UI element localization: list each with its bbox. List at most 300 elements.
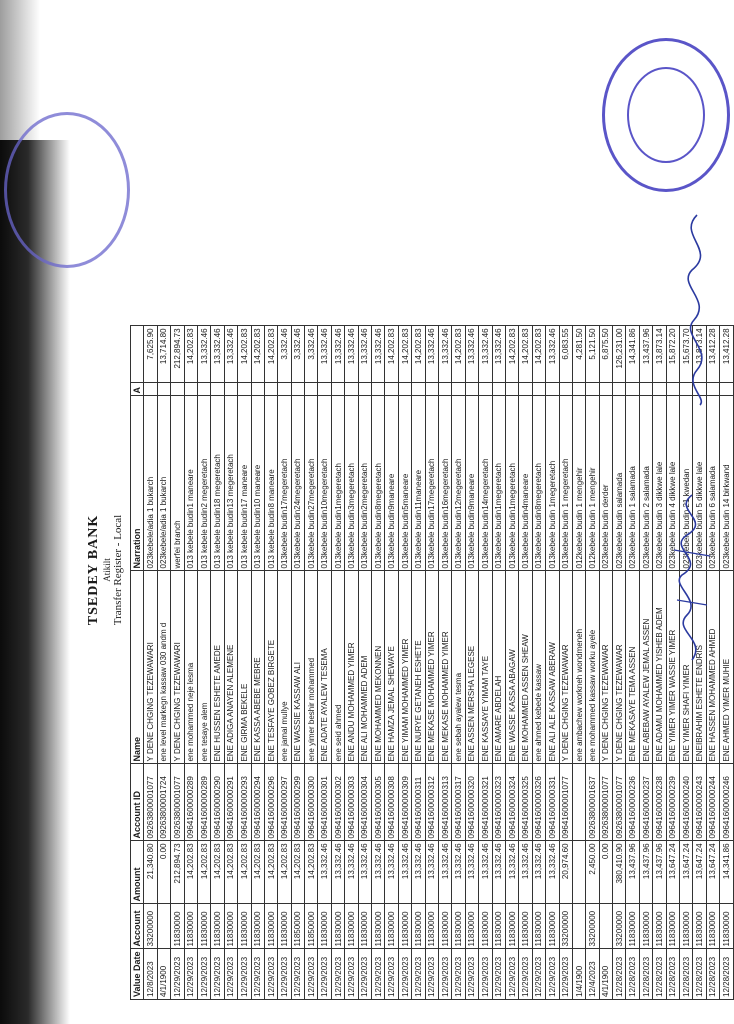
table-cell: 09641600000297 bbox=[278, 764, 291, 841]
table-cell: werfei branch bbox=[171, 396, 184, 571]
table-cell bbox=[599, 383, 612, 396]
table-cell: 11830000 bbox=[680, 904, 693, 949]
table-cell: 33200000 bbox=[559, 904, 572, 949]
table-cell: ene sebah ayalew tesma bbox=[452, 571, 465, 764]
table-cell: 11830000 bbox=[425, 904, 438, 949]
table-cell: 380,410.90 bbox=[613, 841, 626, 904]
table-row bbox=[398, 326, 411, 1000]
table-cell: 14,202.83 bbox=[305, 841, 318, 904]
table-cell: ENE MOHAMMED ASSEN SHEAW bbox=[519, 571, 532, 764]
bank-name: TSEDEY BANK bbox=[86, 514, 101, 626]
table-cell: 013kebele budin8megeretach bbox=[532, 396, 545, 571]
table-cell: 13,437.96 bbox=[639, 326, 652, 383]
table-cell: 20,974.60 bbox=[559, 841, 572, 904]
table-cell: ENE MEKASAYE TEMA ASSEN bbox=[626, 571, 639, 764]
table-cell bbox=[492, 383, 505, 396]
table-cell: 13,332.46 bbox=[452, 841, 465, 904]
table-cell: 09641600000289 bbox=[184, 764, 197, 841]
table-cell: 0.00 bbox=[599, 841, 612, 904]
table-cell: ENE AHMED YIMER MUHIE bbox=[720, 571, 733, 764]
table-cell: 13,332.46 bbox=[492, 326, 505, 383]
table-cell: 14,202.83 bbox=[291, 841, 304, 904]
table-cell: 11830000 bbox=[452, 904, 465, 949]
table-cell: 013kebele budin12megeretach bbox=[452, 396, 465, 571]
table-cell: 6,083.55 bbox=[559, 326, 572, 383]
table-cell bbox=[251, 383, 264, 396]
table-cell: 13,332.46 bbox=[385, 841, 398, 904]
table-cell: 013 kebele budin1 maneare bbox=[184, 396, 197, 571]
table-row bbox=[211, 326, 224, 1000]
table-cell bbox=[224, 383, 237, 396]
table-cell: 13,332.46 bbox=[224, 326, 237, 383]
table-cell: 09641600000243 bbox=[693, 764, 706, 841]
table-row bbox=[345, 326, 358, 1000]
table-cell: ENE TESFAYE GOBEZ BIRGETE bbox=[264, 571, 277, 764]
table-cell: 13,332.46 bbox=[211, 326, 224, 383]
table-cell: 13,873.14 bbox=[693, 326, 706, 383]
table-header-row bbox=[131, 326, 144, 1000]
table-cell bbox=[465, 383, 478, 396]
table-cell: 126,231.00 bbox=[613, 326, 626, 383]
transfer-table bbox=[130, 325, 734, 1000]
table-cell bbox=[358, 383, 371, 396]
table-cell bbox=[572, 841, 585, 904]
table-cell: 12/28/2023 bbox=[626, 949, 639, 1000]
table-row bbox=[412, 326, 425, 1000]
table-cell: 13,332.46 bbox=[197, 326, 210, 383]
table-cell: 12/29/2023 bbox=[197, 949, 210, 1000]
table-cell: 023kebele budin 5 dikkwe lale bbox=[693, 396, 706, 571]
table-cell: 013 kebele budin17 maneare bbox=[238, 396, 251, 571]
table-row bbox=[305, 326, 318, 1000]
table-cell bbox=[546, 383, 559, 396]
table-cell: 11830000 bbox=[412, 904, 425, 949]
table-cell: 14,202.83 bbox=[264, 841, 277, 904]
table-cell: 11830000 bbox=[358, 904, 371, 949]
table-cell: 12/29/2023 bbox=[559, 949, 572, 1000]
table-cell: 212,894.73 bbox=[171, 841, 184, 904]
table-row bbox=[372, 326, 385, 1000]
table-cell: 09263800001724 bbox=[157, 764, 170, 841]
table-cell: ENE ADIGA ANAYEN ALEMENE bbox=[224, 571, 237, 764]
table-cell: 023kebele budin derder bbox=[599, 396, 612, 571]
table-cell: 13,647.24 bbox=[693, 841, 706, 904]
table-row bbox=[385, 326, 398, 1000]
table-cell: 013kebele budin9maneare bbox=[465, 396, 478, 571]
table-cell: ene yimer beshir mohammed bbox=[305, 571, 318, 764]
table-cell: 14,202.83 bbox=[197, 841, 210, 904]
table-cell: 012kebele budin 1 mengehir bbox=[572, 396, 585, 571]
table-cell: 14,202.83 bbox=[251, 841, 264, 904]
register-title: Transfer Register - Local bbox=[112, 514, 124, 626]
table-cell: 09263800001077 bbox=[171, 764, 184, 841]
table-cell: 013kebele budin11maneare bbox=[412, 396, 425, 571]
table-cell bbox=[345, 383, 358, 396]
table-cell bbox=[599, 904, 612, 949]
table-cell: Y DENE CHGING TEZEWAWARI bbox=[171, 571, 184, 764]
table-cell: 13,332.46 bbox=[479, 326, 492, 383]
table-cell: 11830000 bbox=[653, 904, 666, 949]
table-row bbox=[438, 326, 451, 1000]
table-cell: 12/29/2023 bbox=[412, 949, 425, 1000]
table-cell: ENE HASSEN MOHAMMED AHMED bbox=[706, 571, 719, 764]
table-cell: 09641600000311 bbox=[412, 764, 425, 841]
table-cell: 013kebele budin3megeretach bbox=[345, 396, 358, 571]
table-cell: 09641600000293 bbox=[238, 764, 251, 841]
table-cell: Y DENE CHGING TEZEWAWAR bbox=[613, 571, 626, 764]
table-cell: 11830000 bbox=[278, 904, 291, 949]
table-cell: ene seid ahmed bbox=[331, 571, 344, 764]
table-cell bbox=[425, 383, 438, 396]
table-cell: 11830000 bbox=[251, 904, 264, 949]
table-cell: 14,202.83 bbox=[238, 841, 251, 904]
table-cell: 13,332.46 bbox=[345, 841, 358, 904]
table-cell bbox=[318, 383, 331, 396]
table-cell: 13,714.80 bbox=[157, 326, 170, 383]
table-cell: 12/29/2023 bbox=[532, 949, 545, 1000]
table-cell bbox=[586, 383, 599, 396]
table-cell: 13,332.46 bbox=[519, 841, 532, 904]
table-cell: 3,332.46 bbox=[278, 326, 291, 383]
table-cell: 09641600000323 bbox=[492, 764, 505, 841]
table-cell: 13,332.46 bbox=[546, 326, 559, 383]
table-cell: 11830000 bbox=[171, 904, 184, 949]
table-cell: 12/29/2023 bbox=[331, 949, 344, 1000]
table-cell: 013kebele budin17megeretach bbox=[278, 396, 291, 571]
table-cell bbox=[238, 383, 251, 396]
table-cell: ENE ANDU MOHAMMED YIMER bbox=[345, 571, 358, 764]
table-cell: 12/28/2023 bbox=[639, 949, 652, 1000]
table-cell: ENE KASSA ABEBE MEBRE bbox=[251, 571, 264, 764]
scan-shadow-top bbox=[0, 0, 40, 140]
table-cell: 12/29/2023 bbox=[372, 949, 385, 1000]
table-cell: 12/29/2023 bbox=[305, 949, 318, 1000]
table-cell: 09641600000326 bbox=[532, 764, 545, 841]
table-cell: 11830000 bbox=[479, 904, 492, 949]
table-cell: 09641600000300 bbox=[305, 764, 318, 841]
table-cell: 12/28/2023 bbox=[680, 949, 693, 1000]
table-cell: 13,332.46 bbox=[425, 326, 438, 383]
table-cell: 023kebele budin salamada bbox=[613, 396, 626, 571]
table-cell bbox=[157, 904, 170, 949]
table-cell: ene level markegn kassaw 030 andm d bbox=[157, 571, 170, 764]
table-cell: 013kebele budin2megeretach bbox=[358, 396, 371, 571]
table-cell: ENE ADATE AYALEW TESEMA bbox=[318, 571, 331, 764]
table-cell: 09641600000237 bbox=[639, 764, 652, 841]
table-cell: 09641600000331 bbox=[546, 764, 559, 841]
table-cell: 013kebele budin14megeretach bbox=[479, 396, 492, 571]
table-cell: 2,450.00 bbox=[586, 841, 599, 904]
column-header bbox=[131, 326, 144, 383]
table-cell: 13,437.96 bbox=[639, 841, 652, 904]
table-cell: ene tesaye alem bbox=[197, 571, 210, 764]
table-cell: 13,332.46 bbox=[398, 841, 411, 904]
table-cell: 14,202.83 bbox=[224, 841, 237, 904]
table-cell: 12/28/2023 bbox=[613, 949, 626, 1000]
table-cell: ENE KASSAYE YIMAM TAYE bbox=[479, 571, 492, 764]
scan-shadow-edge bbox=[0, 140, 70, 1024]
table-cell: 09641600000294 bbox=[251, 764, 264, 841]
table-cell: 12/29/2023 bbox=[452, 949, 465, 1000]
table-cell: 013kebele budin27megeretach bbox=[305, 396, 318, 571]
table-cell: 13,332.46 bbox=[358, 841, 371, 904]
table-row bbox=[331, 326, 344, 1000]
table-cell: 12/29/2023 bbox=[479, 949, 492, 1000]
table-cell: 12/29/2023 bbox=[211, 949, 224, 1000]
table-cell: ENE WASSIE KASSAW ALI bbox=[291, 571, 304, 764]
table-cell bbox=[197, 383, 210, 396]
table-cell: 13,332.46 bbox=[412, 841, 425, 904]
column-header: A bbox=[131, 383, 144, 396]
table-row bbox=[291, 326, 304, 1000]
table-cell: 13,332.46 bbox=[546, 841, 559, 904]
table-cell: 09263800001077 bbox=[144, 764, 157, 841]
table-cell: 14,202.83 bbox=[278, 841, 291, 904]
table-cell: 13,332.46 bbox=[331, 326, 344, 383]
table-cell bbox=[505, 383, 518, 396]
table-cell: 12/29/2023 bbox=[546, 949, 559, 1000]
table-cell: 13,332.46 bbox=[438, 841, 451, 904]
table-cell: 14,341.86 bbox=[626, 326, 639, 383]
table-cell: 11830000 bbox=[532, 904, 545, 949]
table-cell bbox=[653, 383, 666, 396]
table-cell: Y DENE CHGING TEZEWAWAR bbox=[599, 571, 612, 764]
table-cell: 023kebele budin 2 salamada bbox=[639, 396, 652, 571]
table-cell: 14,341.86 bbox=[720, 841, 733, 904]
table-row bbox=[559, 326, 572, 1000]
table-cell: Y DENE CHGING TEZEWAWARI bbox=[144, 571, 157, 764]
table-cell: 12/28/2023 bbox=[720, 949, 733, 1000]
table-cell: 09641600000320 bbox=[465, 764, 478, 841]
table-cell: 12/29/2023 bbox=[398, 949, 411, 1000]
table-cell: 09641600000312 bbox=[425, 764, 438, 841]
table-cell: ENE YIMAM MOHAMMED YIMER bbox=[398, 571, 411, 764]
column-header: Account bbox=[131, 904, 144, 949]
table-cell: 0.00 bbox=[157, 841, 170, 904]
table-cell: 12/29/2023 bbox=[358, 949, 371, 1000]
table-cell: 023kebele/adia 1 bukarch bbox=[144, 396, 157, 571]
table-cell: 13,647.24 bbox=[666, 841, 679, 904]
table-cell bbox=[613, 383, 626, 396]
table-cell: 14,202.83 bbox=[412, 326, 425, 383]
table-cell: ENE YIMER YIMER WASSIE YIMER bbox=[666, 571, 679, 764]
table-cell: 11830000 bbox=[224, 904, 237, 949]
table-cell: 11850000 bbox=[291, 904, 304, 949]
document-page bbox=[80, 140, 731, 1000]
table-cell: 11830000 bbox=[372, 904, 385, 949]
table-row bbox=[171, 326, 184, 1000]
table-cell: 013 kebele budin2 megeretach bbox=[197, 396, 210, 571]
table-cell: 13,332.46 bbox=[438, 326, 451, 383]
table-cell: 09641600000244 bbox=[706, 764, 719, 841]
table-cell: 09641600000304 bbox=[358, 764, 371, 841]
table-cell: 14,202.83 bbox=[264, 326, 277, 383]
table-cell: 11830000 bbox=[318, 904, 331, 949]
table-cell: 13,412.28 bbox=[706, 326, 719, 383]
table-cell: ENE ABEBAW AYALEW JEMAL ASSEN bbox=[639, 571, 652, 764]
table-row bbox=[452, 326, 465, 1000]
table-cell: 013kebele budin1megeretach bbox=[492, 396, 505, 571]
table-cell: ENE YIMER SHAFI YIMER bbox=[680, 571, 693, 764]
table-cell: 09641600000308 bbox=[385, 764, 398, 841]
table-cell: 09641600000309 bbox=[398, 764, 411, 841]
table-cell bbox=[398, 383, 411, 396]
table-cell bbox=[626, 383, 639, 396]
table-cell: ENE ADAMU MOHAMMED YISHEB ADEM bbox=[653, 571, 666, 764]
table-cell: 11830000 bbox=[492, 904, 505, 949]
table-cell: 11830000 bbox=[519, 904, 532, 949]
table-cell: 13,332.46 bbox=[505, 841, 518, 904]
table-cell: 13,412.28 bbox=[720, 326, 733, 383]
table-cell: 09641600001077 bbox=[559, 764, 572, 841]
table-cell: 14,202.83 bbox=[385, 326, 398, 383]
table-cell: 12/4/2023 bbox=[586, 949, 599, 1000]
table-cell: 12/28/2023 bbox=[666, 949, 679, 1000]
table-cell: 11830000 bbox=[666, 904, 679, 949]
table-cell: 11830000 bbox=[639, 904, 652, 949]
table-cell: ENE WASSE KASSA ABAGAW bbox=[505, 571, 518, 764]
table-cell: 11850000 bbox=[305, 904, 318, 949]
table-cell: 023kebele/adia 1 bukarch bbox=[157, 396, 170, 571]
table-cell: 13,332.46 bbox=[358, 326, 371, 383]
table-row bbox=[197, 326, 210, 1000]
table-cell: 14,202.83 bbox=[184, 326, 197, 383]
table-row bbox=[238, 326, 251, 1000]
table-cell: 12/29/2023 bbox=[519, 949, 532, 1000]
table-cell: 023kebele budin 3 dikkwe lale bbox=[653, 396, 666, 571]
table-cell: 11830000 bbox=[546, 904, 559, 949]
table-cell: 013 kebele budin10 maneare bbox=[251, 396, 264, 571]
table-cell: 12/29/2023 bbox=[318, 949, 331, 1000]
table-cell: 13,873.14 bbox=[653, 326, 666, 383]
table-cell: 11830000 bbox=[505, 904, 518, 949]
table-cell: 11830000 bbox=[184, 904, 197, 949]
table-cell: 12/29/2023 bbox=[278, 949, 291, 1000]
table-cell: 09641600000290 bbox=[211, 764, 224, 841]
table-cell bbox=[639, 383, 652, 396]
table-cell: 14,202.83 bbox=[238, 326, 251, 383]
table-cell: ENE ALI ALE KASSAW ABERAW bbox=[546, 571, 559, 764]
table-row bbox=[264, 326, 277, 1000]
table-cell: 1/4/1900 bbox=[572, 949, 585, 1000]
column-header: Account ID bbox=[131, 764, 144, 841]
table-cell: 14,202.83 bbox=[211, 841, 224, 904]
table-cell: 11830000 bbox=[238, 904, 251, 949]
table-row bbox=[251, 326, 264, 1000]
table-cell: 013kebele budin5maneare bbox=[398, 396, 411, 571]
table-cell: 4/1/1900 bbox=[157, 949, 170, 1000]
table-row bbox=[144, 326, 157, 1000]
table-cell: 13,437.96 bbox=[626, 841, 639, 904]
table-cell: 11830000 bbox=[626, 904, 639, 949]
table-cell: 13,332.46 bbox=[372, 841, 385, 904]
table-cell: 023kebele budin 21 kwedan bbox=[680, 396, 693, 571]
table-cell: 013kebele budin24megeretach bbox=[291, 396, 304, 571]
table-cell: 12/29/2023 bbox=[224, 949, 237, 1000]
table-cell: 12/29/2023 bbox=[291, 949, 304, 1000]
table-row bbox=[465, 326, 478, 1000]
table-cell bbox=[264, 383, 277, 396]
table-cell: 33200000 bbox=[586, 904, 599, 949]
table-cell: 013kebele budin1megeretach bbox=[331, 396, 344, 571]
table-cell: 12/29/2023 bbox=[238, 949, 251, 1000]
table-cell: 013kebele budin17megeretach bbox=[425, 396, 438, 571]
table-cell bbox=[532, 383, 545, 396]
column-header: Narration bbox=[131, 396, 144, 571]
table-cell bbox=[184, 383, 197, 396]
table-cell: ene ambachew workneh wondmeneh bbox=[572, 571, 585, 764]
table-cell: 11830000 bbox=[264, 904, 277, 949]
table-cell: ene jamal mullye bbox=[278, 571, 291, 764]
table-cell: 09641600000302 bbox=[331, 764, 344, 841]
table-cell: ene ahmed kebede kassaw bbox=[532, 571, 545, 764]
table-cell: 023kebele budin 6 salamada bbox=[706, 396, 719, 571]
table-cell bbox=[171, 383, 184, 396]
table-cell: 09641600000238 bbox=[653, 764, 666, 841]
table-cell bbox=[278, 383, 291, 396]
table-cell bbox=[572, 383, 585, 396]
table-cell: ENE HAMZA JEMAL SHEWAYE bbox=[385, 571, 398, 764]
table-cell: 09641600000246 bbox=[720, 764, 733, 841]
table-cell: 11830000 bbox=[211, 904, 224, 949]
table-cell: 12/28/2023 bbox=[653, 949, 666, 1000]
table-cell: 12/29/2023 bbox=[171, 949, 184, 1000]
table-cell: ENE MEKASE MOHAMMED YIMER bbox=[425, 571, 438, 764]
table-cell: 12/29/2023 bbox=[492, 949, 505, 1000]
table-cell: 12/29/2023 bbox=[465, 949, 478, 1000]
table-row bbox=[224, 326, 237, 1000]
table-cell: 09641600000289 bbox=[197, 764, 210, 841]
table-cell: 09641600000301 bbox=[318, 764, 331, 841]
table-cell: 11830000 bbox=[331, 904, 344, 949]
table-cell: 013kebele budin9maneare bbox=[385, 396, 398, 571]
table-cell: 013kebele budin 1 megeretach bbox=[559, 396, 572, 571]
table-cell: 21,340.80 bbox=[144, 841, 157, 904]
table-cell: 14,202.83 bbox=[184, 841, 197, 904]
table-cell: 11830000 bbox=[720, 904, 733, 949]
table-cell: 09641600000236 bbox=[626, 764, 639, 841]
table-cell: 13,332.46 bbox=[492, 841, 505, 904]
column-header: Value Date bbox=[131, 949, 144, 1000]
table-cell: 13,332.46 bbox=[425, 841, 438, 904]
table-row bbox=[613, 326, 626, 1000]
table-cell: 09263800001077 bbox=[613, 764, 626, 841]
table-cell: 012kebele budin 1 mengehir bbox=[586, 396, 599, 571]
table-cell: 13,332.46 bbox=[465, 841, 478, 904]
table-cell bbox=[438, 383, 451, 396]
table-row bbox=[358, 326, 371, 1000]
table-cell: 12/8/2023 bbox=[144, 949, 157, 1000]
table-row bbox=[532, 326, 545, 1000]
table-cell: ENE ASSEN MERSHA LEGESE bbox=[465, 571, 478, 764]
table-cell: 11830000 bbox=[385, 904, 398, 949]
table-cell: 13,332.46 bbox=[331, 841, 344, 904]
table-cell: 09641600000240 bbox=[680, 764, 693, 841]
table-cell: 09641600000325 bbox=[519, 764, 532, 841]
table-cell: 013kebele budin4maneare bbox=[519, 396, 532, 571]
table-row bbox=[425, 326, 438, 1000]
table-cell: 09641600000324 bbox=[505, 764, 518, 841]
table-cell: 14,202.83 bbox=[532, 326, 545, 383]
table-cell: Y DENE CHGING TEZEWAWAR bbox=[559, 571, 572, 764]
table-row bbox=[586, 326, 599, 1000]
table-cell: 12/28/2023 bbox=[693, 949, 706, 1000]
table-cell: 09641600000305 bbox=[372, 764, 385, 841]
table-row bbox=[278, 326, 291, 1000]
table-cell: 12/29/2023 bbox=[385, 949, 398, 1000]
table-cell: 212,894.73 bbox=[171, 326, 184, 383]
table-row bbox=[519, 326, 532, 1000]
